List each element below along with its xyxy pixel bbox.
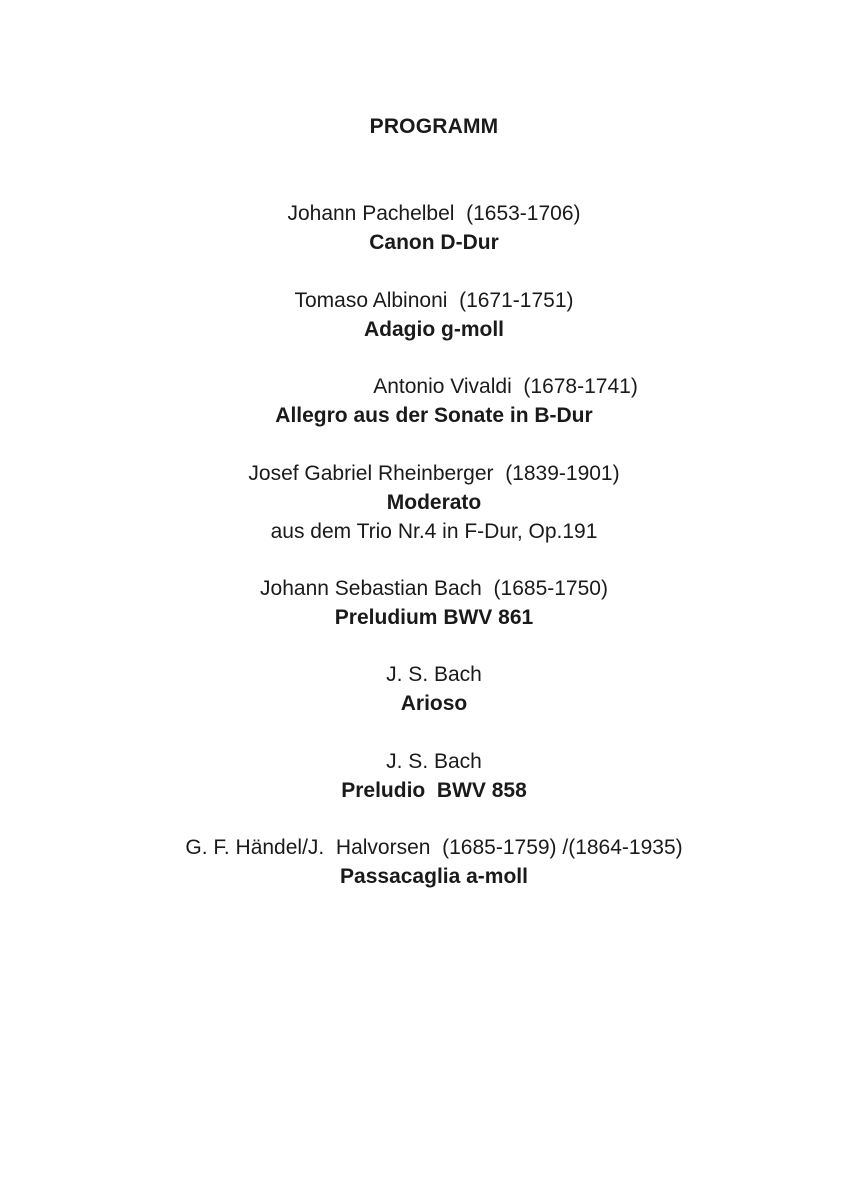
work-title: Adagio g-moll	[364, 317, 504, 341]
program-entry	[0, 459, 841, 574]
composer-name: Johann Sebastian Bach (1685-1750)	[260, 576, 608, 600]
work-title: Moderato	[386, 490, 482, 514]
program-entry	[0, 747, 841, 834]
composer-name: Josef Gabriel Rheinberger (1839-1901)	[248, 461, 620, 485]
work-title: Arioso	[400, 692, 468, 715]
composer-name: Johann Pachelbel (1653-1706)	[287, 202, 581, 225]
program-list	[0, 199, 841, 920]
work-title: Canon D-Dur	[369, 231, 499, 254]
program-entry	[0, 286, 841, 373]
program-entry	[0, 199, 841, 286]
composer-name: J. S. Bach	[386, 663, 482, 686]
program-title: PROGRAMM	[369, 115, 499, 138]
work-title: Allegro aus der Sonate in B-Dur	[275, 404, 593, 427]
work-title: Preludio BWV 858	[341, 778, 527, 802]
work-title: Preludium BWV 861	[334, 605, 534, 629]
work-subtitle: aus dem Trio Nr.4 in F-Dur, Op.191	[270, 519, 598, 543]
composer-name: Antonio Vivaldi (1678-1741)	[373, 375, 638, 398]
program-entry	[0, 660, 841, 747]
program-entry	[0, 574, 841, 661]
composer-name: Tomaso Albinoni (1671-1751)	[294, 288, 574, 312]
work-title: Passacaglia a-moll	[340, 865, 528, 888]
composer-name: G. F. Händel/J. Halvorsen (1685-1759) /(1864-1935)	[185, 836, 683, 859]
program-entry	[0, 372, 841, 459]
composer-name: J. S. Bach	[386, 749, 482, 773]
program-entry	[0, 833, 841, 920]
